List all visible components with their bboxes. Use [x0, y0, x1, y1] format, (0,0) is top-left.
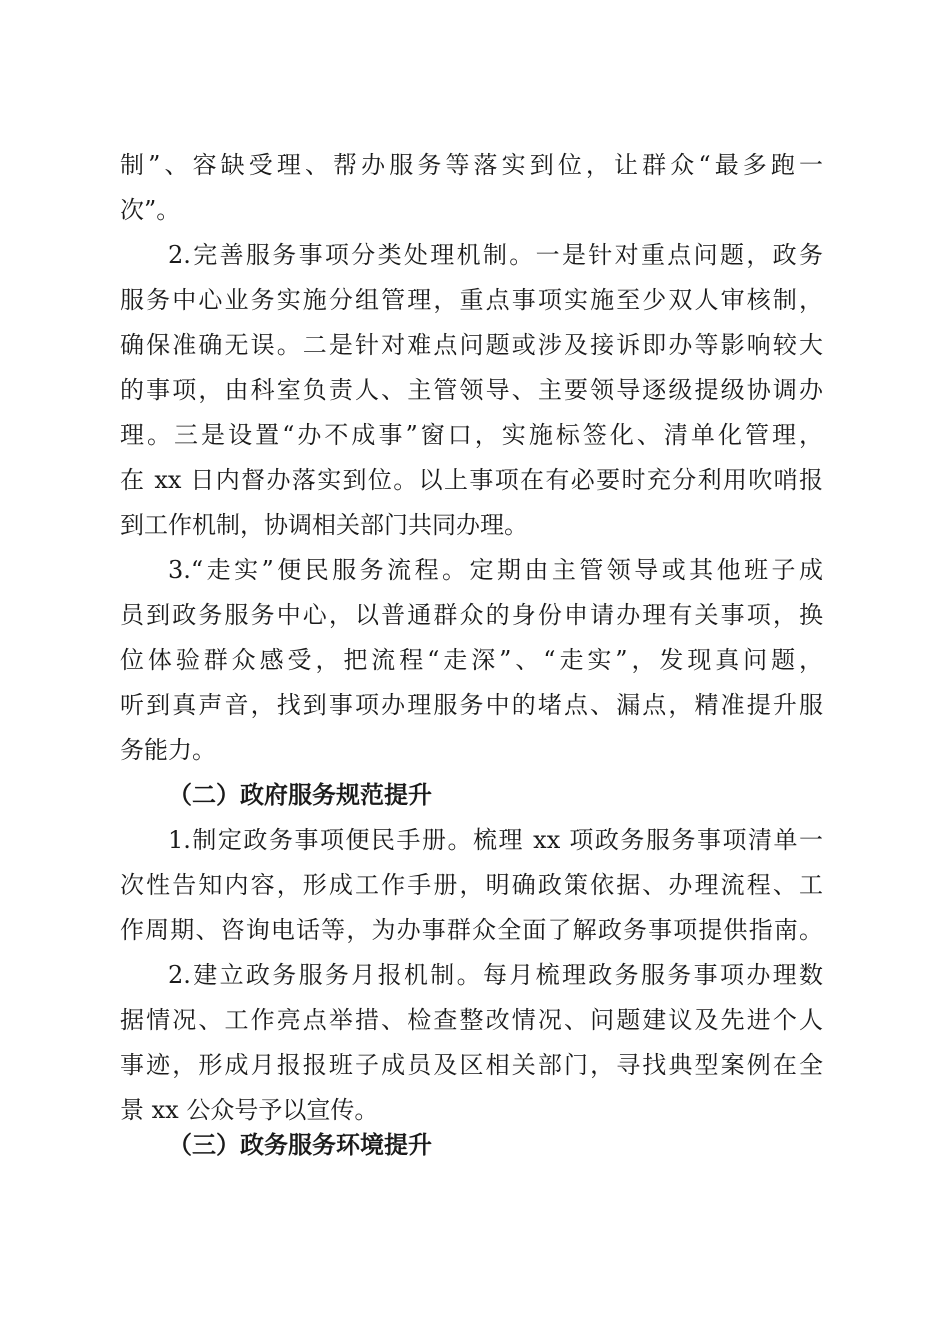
- paragraph-line: 2.完善服务事项分类处理机制。一是针对重点问题，政务: [168, 241, 823, 269]
- paragraph-line: 作周期、咨询电话等，为办事群众全面了解政务事项提供指南。: [120, 916, 823, 944]
- paragraph-line: 1.制定政务事项便民手册。梳理 xx 项政务服务事项清单一: [168, 826, 823, 854]
- paragraph-line: 次”。: [120, 196, 181, 224]
- paragraph-line: 事迹，形成月报报班子成员及区相关部门，寻找典型案例在全: [120, 1051, 823, 1079]
- paragraph-line: 次性告知内容，形成工作手册，明确政策依据、办理流程、工: [120, 871, 823, 899]
- paragraph-line: 景 xx 公众号予以宣传。: [120, 1096, 379, 1124]
- paragraph-line: 务能力。: [120, 736, 216, 764]
- paragraph-line: 听到真声音，找到事项办理服务中的堵点、漏点，精准提升服: [120, 691, 823, 719]
- paragraph-line: 服务中心业务实施分组管理，重点事项实施至少双人审核制，: [120, 286, 823, 314]
- paragraph-line: 理。三是设置“办不成事”窗口，实施标签化、清单化管理，: [120, 421, 823, 449]
- paragraph-line: 据情况、工作亮点举措、检查整改情况、问题建议及先进个人: [120, 1006, 823, 1034]
- paragraph-line: 的事项，由科室负责人、主管领导、主要领导逐级提级协调办: [120, 376, 823, 404]
- paragraph-line: 确保准确无误。二是针对难点问题或涉及接诉即办等影响较大: [120, 331, 823, 359]
- paragraph-line: 到工作机制，协调相关部门共同办理。: [120, 511, 528, 539]
- paragraph-line: 员到政务服务中心，以普通群众的身份申请办理有关事项，换: [120, 601, 823, 629]
- paragraph-line: 制”、容缺受理、帮办服务等落实到位，让群众“最多跑一: [120, 151, 823, 179]
- section-heading: （三）政务服务环境提升: [168, 1131, 432, 1159]
- section-heading: （二）政府服务规范提升: [168, 781, 432, 809]
- paragraph-line: 在 xx 日内督办落实到位。以上事项在有必要时充分利用吹哨报: [120, 466, 823, 494]
- paragraph-line: 3.“走实”便民服务流程。定期由主管领导或其他班子成: [168, 556, 823, 584]
- paragraph-line: 位体验群众感受，把流程“走深”、“走实”，发现真问题，: [120, 646, 823, 674]
- paragraph-line: 2.建立政务服务月报机制。每月梳理政务服务事项办理数: [168, 961, 823, 989]
